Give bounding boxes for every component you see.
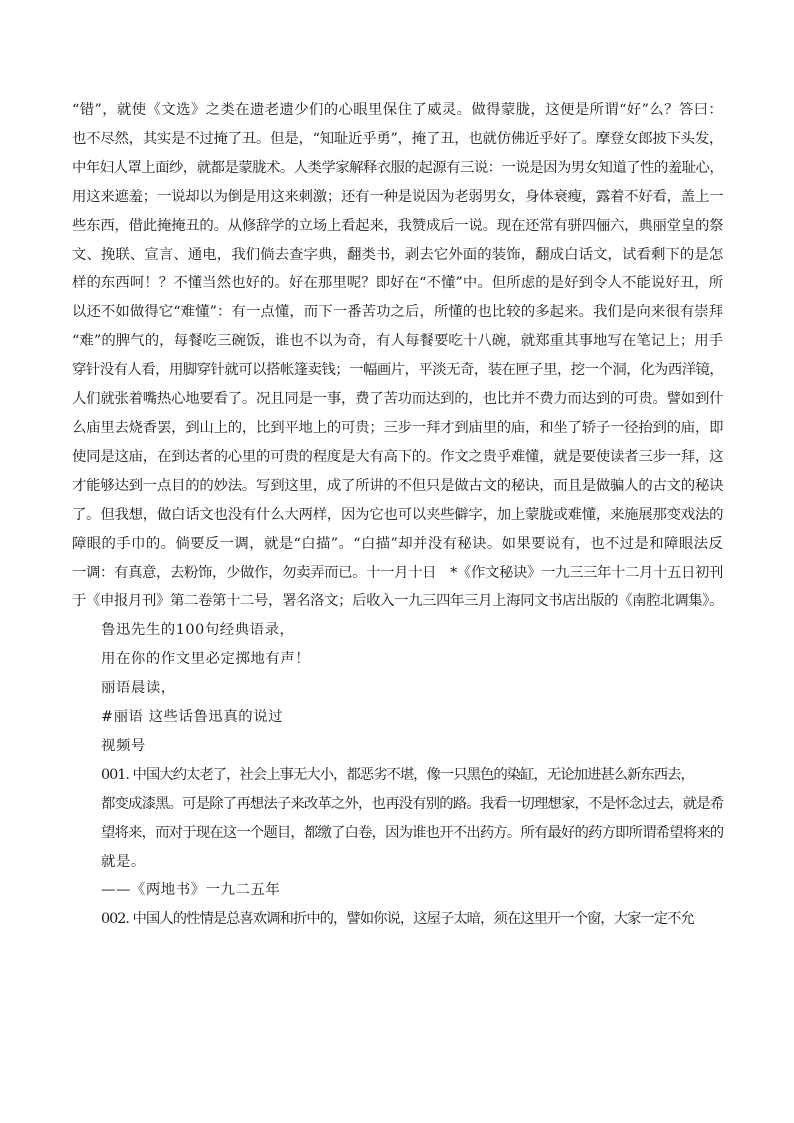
text-line: #丽语 这些话鲁迅真的说过 <box>101 709 284 726</box>
text-line: 就是。 <box>101 853 146 870</box>
text-line: 么庙里去烧香罢，到山上的，比到平地上的可贵；三步一拜才到庙里的庙，和坐了轿子一径抬到的庙，即 <box>72 419 724 436</box>
text-line: 也不尽然，其实是不过掩了丑。但是，“知耻近乎勇”，掩了丑，也就仿佛近乎好了。摩登女郎披下头发， <box>72 130 724 147</box>
text-line: 文、挽联、宣言、通电，我们倘去查字典，翻类书，剥去它外面的装饰，翻成白话文，试看剩下的是怎 <box>72 246 724 263</box>
document-page <box>72 96 723 934</box>
text-line: 人们就张着嘴热心地要看了。况且同是一事，费了苦功而达到的，也比并不费力而达到的可贵。譬如到什 <box>72 391 724 408</box>
text-line: “难”的脾气的，每餐吃三碗饭，谁也不以为奇，有人每餐要吃十八碗，就郑重其事地写在笔记上；用手 <box>72 333 724 350</box>
paragraph <box>72 616 723 645</box>
text-line: 于《申报月刊》第二卷第十二号，署名洛文；后收入一九三四年三月上海同文书店出版的《南腔北调集》。 <box>72 593 724 610</box>
text-line: 中年妇人罩上面纱，就都是蒙胧术。人类学家解释衣服的起源有三说：一说是因为男女知道了性的羞耻心， <box>72 159 724 176</box>
text-line: ——《两地书》一九二五年 <box>101 882 281 899</box>
paragraph <box>72 876 723 905</box>
text-line: 用在你的作文里必定掷地有声！ <box>101 651 311 668</box>
text-line: 002. 中国人的性情是总喜欢调和折中的，譬如你说，这屋子太暗，须在这里开一个窗，大家一定不允 <box>101 911 694 928</box>
text-line: 样的东西呵！？不懂当然也好的。好在那里呢？即好在“不懂”中。但所虑的是好到令人不能说好丑，所 <box>72 275 724 292</box>
text-line: 丽语晨读， <box>101 680 176 697</box>
text-line: 一调：有真意，去粉饰，少做作，勿卖弄而已。十一月十日 *《作文秘诀》一九三三年十二月十五日初刊 <box>72 564 724 581</box>
text-line: 些东西，借此掩掩丑的。从修辞学的立场上看起来，我赞成后一说。现在还常有骈四俪六，典丽堂皇的祭 <box>72 217 724 234</box>
text-line: 使同是这庙，在到达者的心里的可贵的程度是大有高下的。作文之贵乎难懂，就是要使读者三步一拜，这 <box>72 448 724 465</box>
paragraph <box>72 761 723 877</box>
paragraph <box>72 96 723 616</box>
text-line: 望将来，而对于现在这一个题目，都缴了白卷，因为谁也开不出药方。所有最好的药方即所谓希望将来的 <box>101 824 724 841</box>
text-line: 都变成漆黑。可是除了再想法子来改革之外，也再没有别的路。我看一切理想家，不是怀念过去，就是希 <box>101 795 724 812</box>
text-line: 才能够达到一点目的的妙法。写到这里，成了所讲的不但只是做古文的秘诀，而且是做骗人的古文的秘诀 <box>72 477 724 494</box>
text-line: 了。但我想，做白话文也没有什么大两样，因为它也可以夹些僻字，加上蒙胧或难懂，来施展那变戏法的 <box>72 506 724 523</box>
text-line: 穿针没有人看，用脚穿针就可以搭帐篷卖钱；一幅画片，平淡无奇，装在匣子里，挖一个洞，化为西洋镜， <box>72 362 724 379</box>
paragraph <box>72 674 723 703</box>
paragraph <box>72 703 723 732</box>
text-line: 障眼的手巾的。倘要反一调，就是“白描”。“白描”却并没有秘诀。如果要说有，也不过是和障眼法反 <box>72 535 724 552</box>
text-line: 视频号 <box>101 737 146 754</box>
text-line: “错”，就使《文选》之类在遗老遗少们的心眼里保住了威灵。做得蒙胧，这便是所谓“好”么？答曰： <box>72 102 724 118</box>
text-line: 用这来遮羞；一说却以为倒是用这来刺激；还有一种是说因为老弱男女，身体衰瘦，露着不好看，盖上一 <box>72 188 724 205</box>
text-line: 鲁迅先生的100句经典语录， <box>101 622 295 639</box>
paragraph <box>72 732 723 761</box>
paragraph <box>72 905 723 934</box>
text-line: 001. 中国大约太老了，社会上事无大小，都恶劣不堪，像一只黑色的染缸，无论加进甚么新东西去， <box>101 766 694 783</box>
text-line: 以还不如做得它“难懂”：有一点懂，而下一番苦功之后，所懂的也比较的多起来。我们是向来很有崇拜 <box>72 304 724 321</box>
paragraph <box>72 645 723 674</box>
